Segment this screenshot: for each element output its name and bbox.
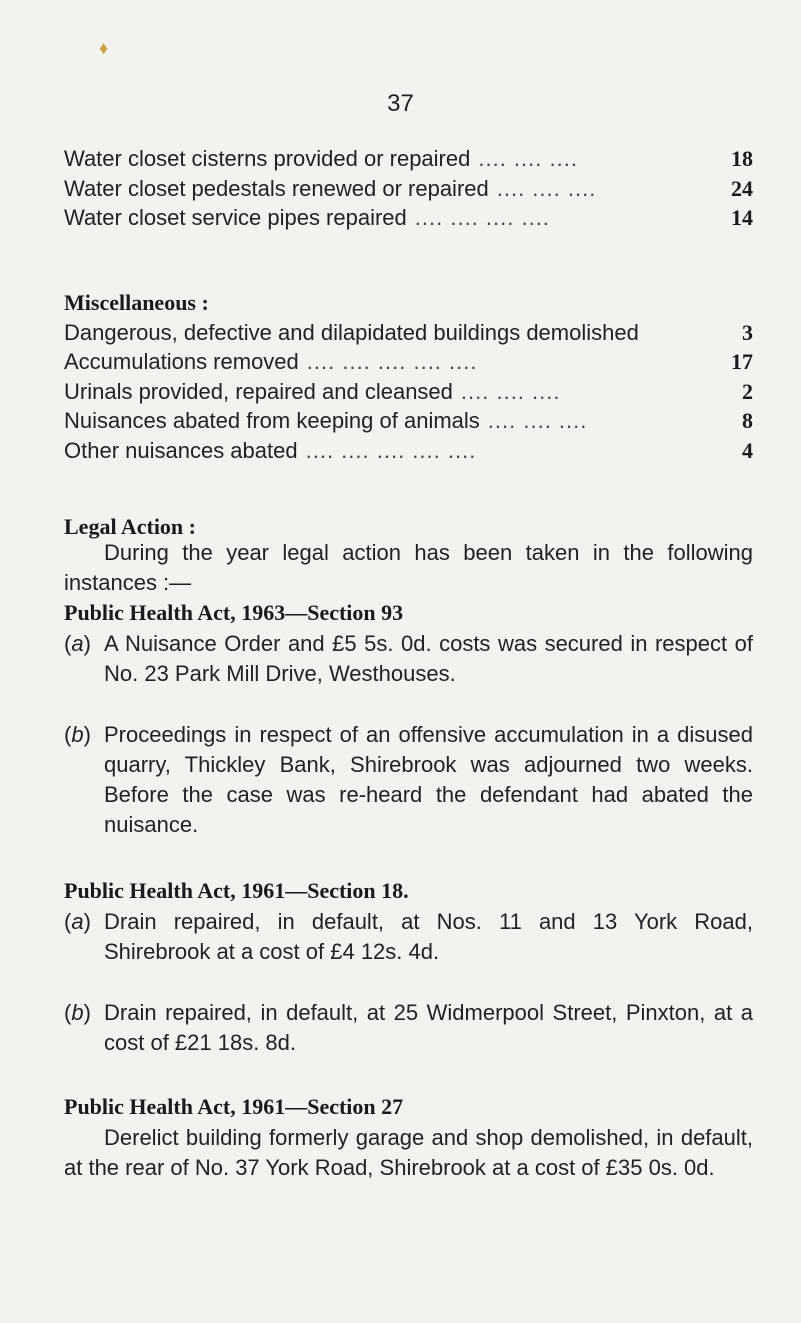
item-label: Water closet cisterns provided or repaired bbox=[64, 146, 471, 171]
leader-dots: .... .... .... bbox=[460, 379, 561, 404]
list-item bbox=[64, 720, 753, 840]
item-marker: (b) bbox=[64, 1000, 91, 1025]
item-count: 4 bbox=[742, 438, 753, 463]
list-item bbox=[64, 142, 753, 176]
legal-heading: Legal Action : bbox=[64, 514, 196, 539]
list-item bbox=[64, 907, 753, 967]
item-count: 2 bbox=[742, 379, 753, 404]
item-count: 17 bbox=[731, 349, 753, 374]
list-item bbox=[64, 345, 753, 379]
item-count: 14 bbox=[731, 205, 753, 230]
leader-dots: .... .... .... bbox=[487, 408, 588, 433]
section-heading: Public Health Act, 1961—Section 18. bbox=[64, 878, 409, 903]
item-text: Drain repaired, in default, at Nos. 11 and 13 York Road, Shirebrook at a cost of £4 12s. 4d. bbox=[104, 909, 753, 964]
list-item bbox=[64, 998, 753, 1058]
item-count: 24 bbox=[731, 176, 753, 201]
page-mark: ♦ bbox=[99, 38, 109, 58]
item-count: 3 bbox=[742, 320, 753, 345]
item-label: Dangerous, defective and dilapidated buildings demolished bbox=[64, 320, 639, 345]
item-label: Other nuisances abated bbox=[64, 438, 298, 463]
leader-dots: .... .... .... .... bbox=[414, 205, 550, 230]
section-text: Derelict building formerly garage and shop demolished, in default, at the rear of No. 37 York Road, Shirebrook at a cost of £35 0s. 0d. bbox=[64, 1125, 753, 1180]
item-label: Water closet service pipes repaired bbox=[64, 205, 407, 230]
item-text: A Nuisance Order and £5 5s. 0d. costs was secured in respect of No. 23 Park Mill Drive, Westhouses. bbox=[104, 631, 753, 686]
list-item bbox=[64, 201, 753, 235]
section-heading: Public Health Act, 1961—Section 27 bbox=[64, 1094, 404, 1119]
item-label: Urinals provided, repaired and cleansed bbox=[64, 379, 453, 404]
item-marker: (a) bbox=[64, 909, 91, 934]
leader-dots: .... .... .... .... .... bbox=[305, 438, 477, 463]
item-marker: (a) bbox=[64, 631, 91, 656]
page-number: 37 bbox=[387, 90, 414, 117]
list-item bbox=[64, 404, 753, 438]
item-text: Drain repaired, in default, at 25 Widmerpool Street, Pinxton, at a cost of £21 18s. 8d. bbox=[104, 1000, 753, 1055]
list-item bbox=[64, 629, 753, 689]
item-label: Nuisances abated from keeping of animals bbox=[64, 408, 480, 433]
item-marker: (b) bbox=[64, 722, 91, 747]
section-heading: Public Health Act, 1963—Section 93 bbox=[64, 600, 404, 625]
miscellaneous-heading: Miscellaneous : bbox=[64, 290, 209, 315]
leader-dots: .... .... .... bbox=[478, 146, 578, 171]
item-count: 8 bbox=[742, 408, 753, 433]
list-item bbox=[64, 434, 753, 468]
item-count: 18 bbox=[731, 146, 753, 171]
legal-intro: During the year legal action has been taken in the following instances :— bbox=[64, 540, 753, 595]
leader-dots: .... .... .... .... .... bbox=[306, 349, 478, 374]
item-text: Proceedings in respect of an offensive accumulation in a disused quarry, Thickley Bank, Shirebrook was adjourned two weeks. Before the case was re-heard the defendant had abated the nuisance. bbox=[104, 722, 753, 837]
leader-dots: .... .... .... bbox=[496, 176, 597, 201]
item-label: Accumulations removed bbox=[64, 349, 299, 374]
item-label: Water closet pedestals renewed or repaired bbox=[64, 176, 489, 201]
